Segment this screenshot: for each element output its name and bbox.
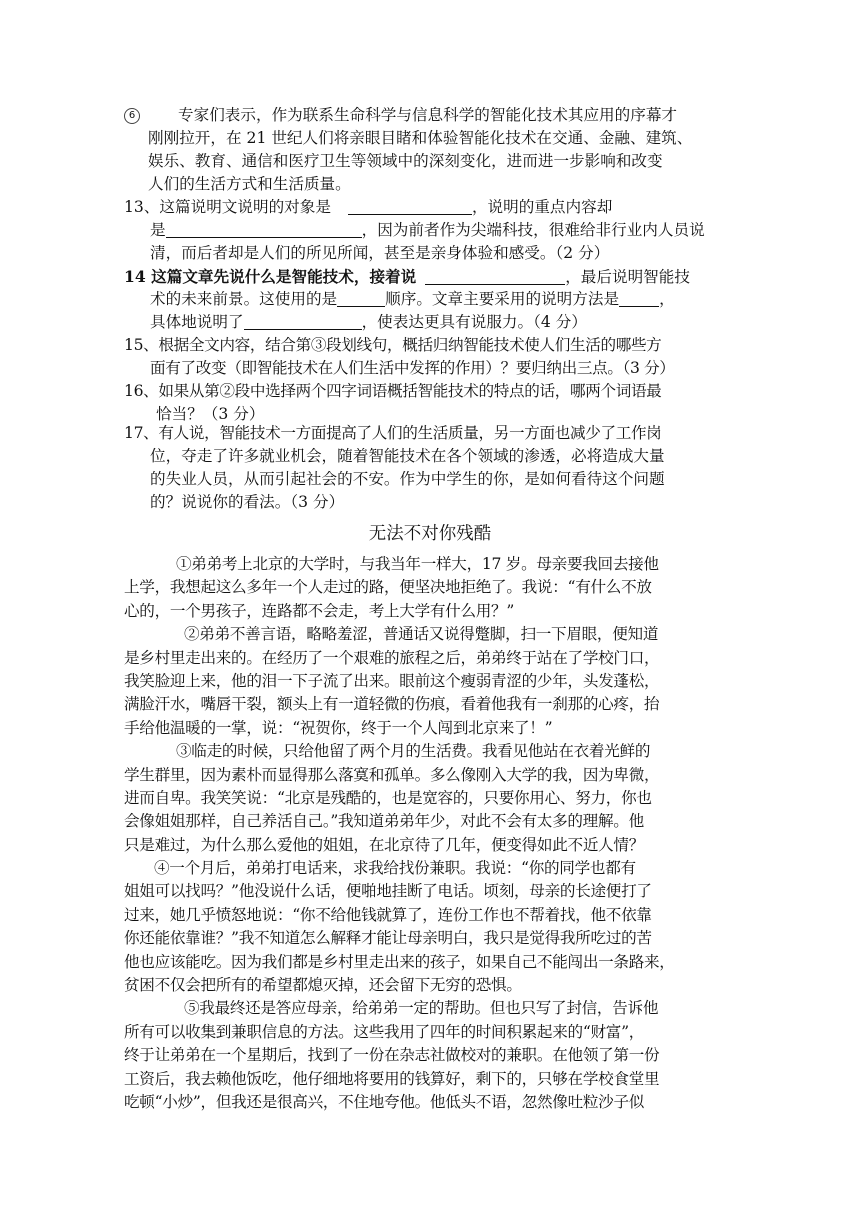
question-text: 16、如果从第②段中选择两个四字词语概括智能技术的特点的话，哪两个词语最: [124, 382, 662, 400]
paragraph-line: 刚刚拉开，在 21 世纪人们将亲眼目睹和体验智能化技术在交通、金融、建筑、: [148, 129, 693, 147]
story-line: ④一个月后，弟弟打电话来，求我给找份兼职。我说：“你的同学也都有: [154, 859, 636, 878]
question-text: 的？说说你的看法。（3 分）: [150, 493, 345, 511]
story-line: 他也应该能吃。因为我们都是乡村里走出来的孩子，如果自己不能闯出一条路来，: [124, 952, 675, 971]
story-line: ①弟弟考上北京的大学时，与我当年一样大，17 岁。母亲要我回去接他: [176, 555, 659, 573]
question-text: 14 这篇文章先说什么是智能技术，接着说: [124, 267, 417, 286]
story-line: 会像姐姐那样，自己养活自己。”我知道弟弟年少，对此不会有太多的理解。他: [124, 812, 644, 831]
answer-blank[interactable]: [619, 289, 659, 307]
story-line: 只是难过，为什么那么爱他的姐姐，在北京待了几年，便变得如此不近人情？: [124, 835, 644, 854]
paragraph-6: [124, 104, 730, 196]
story-line: ③临走的时候，只给他留了两个月的生活费。我看见他站在衣着光鲜的: [176, 742, 651, 761]
question-text: 13、这篇说明文说明的对象是: [124, 198, 331, 216]
answer-blank[interactable]: [166, 220, 362, 238]
story-line: 上学，我想起这么多年一个人走过的路，便坚决地拒绝了。我说：“有什么不放: [124, 578, 652, 597]
story-line: 你还能依靠谁？”我不知道怎么解释才能让母亲明白，我只是觉得我所吃过的苦: [124, 929, 652, 948]
question-text: ，说明的重点内容却: [471, 198, 613, 216]
story-line: 吃顿“小炒”，但我还是很高兴，不住地夸他。他低头不语，忽然像吐粒沙子似: [124, 1092, 645, 1111]
question-text: 17、有人说，智能技术一方面提高了人们的生活质量，另一方面也减少了工作岗: [124, 424, 662, 442]
paragraph-number-marker: 6: [124, 108, 140, 124]
story-line: 进而自卑。我笑笑说：“北京是残酷的，也是宽容的，只要你用心、努力，你也: [124, 788, 652, 807]
story-line: 我笑脸迎上来，他的泪一下子流了出来。眼前这个瘦弱青涩的少年，头发蓬松，: [124, 671, 660, 690]
question-text: ，因为前者作为尖端科技，很难给非行业内人员说: [361, 221, 705, 239]
story-line: 过来，她几乎愤怒地说：“你不给他钱就算了，连份工作也不帮着找，他不依靠: [124, 905, 652, 924]
story-line: 所有可以收集到兼职信息的方法。这些我用了四年的时间积累起来的“财富”，: [124, 1022, 645, 1041]
question-text: 是: [150, 221, 166, 239]
paragraph-line: 专家们表示，作为联系生命科学与信息科学的智能化技术其应用的序幕才: [178, 106, 678, 124]
question-text: 顺序。文章主要采用的说明方法是: [385, 290, 620, 308]
story-line: ②弟弟不善言语，略略羞涩，普通话又说得蹩脚，扫一下眉眼，便知道: [184, 625, 659, 644]
paragraph-line: 人们的生活方式和生活质量。: [148, 175, 351, 193]
story-body: [124, 553, 730, 1114]
story-line: 工资后，我去赖他饭吃，他仔细地将要用的钱算好，剩下的，只够在学校食堂里: [124, 1069, 660, 1088]
question-text: 术的未来前景。这使用的是: [150, 290, 338, 308]
answer-blank[interactable]: [425, 267, 565, 285]
question-17: [124, 422, 730, 514]
story-line: 满脸汗水，嘴唇干裂，额头上有一道轻微的伤痕，看着他我有一刹那的心疼，抬: [124, 695, 660, 714]
question-text: ，最后说明智能技: [565, 268, 690, 286]
question-text: 面有了改变（即智能技术在人们生活中发挥的作用）？要归纳出三点。（3 分）: [150, 359, 675, 377]
story-line: 贫困不仅会把所有的希望都熄灭掉，还会留下无穷的恐惧。: [124, 976, 522, 995]
question-text: 具体地说明了: [150, 313, 244, 331]
story-line: 终于让弟弟在一个星期后，找到了一份在杂志社做校对的兼职。在他领了第一份: [124, 1046, 660, 1065]
story-line: 是乡村里走出来的。在经历了一个艰难的旅程之后，弟弟终于站在了学校门口，: [124, 648, 660, 667]
answer-blank[interactable]: [337, 289, 385, 307]
question-text: ，使表达更具有说服力。（4 分）: [361, 313, 587, 331]
question-14: [124, 265, 730, 334]
question-text: 恰当？（3 分）: [156, 405, 265, 423]
story-line: 姐姐可以找吗？”他没说什么话，便啪地挂断了电话。顷刻，母亲的长途便打了: [124, 882, 652, 901]
question-text: 清，而后者却是人们的所见所闻，甚至是亲身体验和感受。（2 分）: [150, 244, 610, 262]
question-13: [124, 196, 730, 265]
question-text: 位，夺走了许多就业机会，随着智能技术在各个领域的渗透，必将造成大量: [150, 447, 665, 465]
story-line: ⑤我最终还是答应母亲，给弟弟一定的帮助。但也只写了封信，告诉他: [184, 999, 659, 1018]
answer-blank[interactable]: [348, 197, 472, 215]
paragraph-line: 娱乐、教育、通信和医疗卫生等领域中的深刻变化，进而进一步影响和改变: [148, 152, 663, 170]
question-15: [124, 334, 730, 380]
question-16: [124, 380, 730, 426]
story-title: 无法不对你残酷: [368, 524, 492, 544]
question-text: 的失业人员，从而引起社会的不安。作为中学生的你，是如何看待这个问题: [150, 470, 665, 488]
question-text: ，: [659, 290, 675, 308]
story-line: 学生群里，因为素朴而显得那么落寞和孤单。多么像刚入大学的我，因为卑微，: [124, 765, 660, 784]
story-line: 手给他温暖的一掌，说：“祝贺你，终于一个人闯到北京来了！”: [124, 718, 553, 737]
answer-blank[interactable]: [244, 312, 362, 330]
question-text: 15、根据全文内容，结合第③段划线句，概括归纳智能技术使人们生活的哪些方: [124, 336, 662, 354]
story-line: 心的，一个男孩子，连路都不会走，考上大学有什么用？”: [124, 601, 515, 620]
